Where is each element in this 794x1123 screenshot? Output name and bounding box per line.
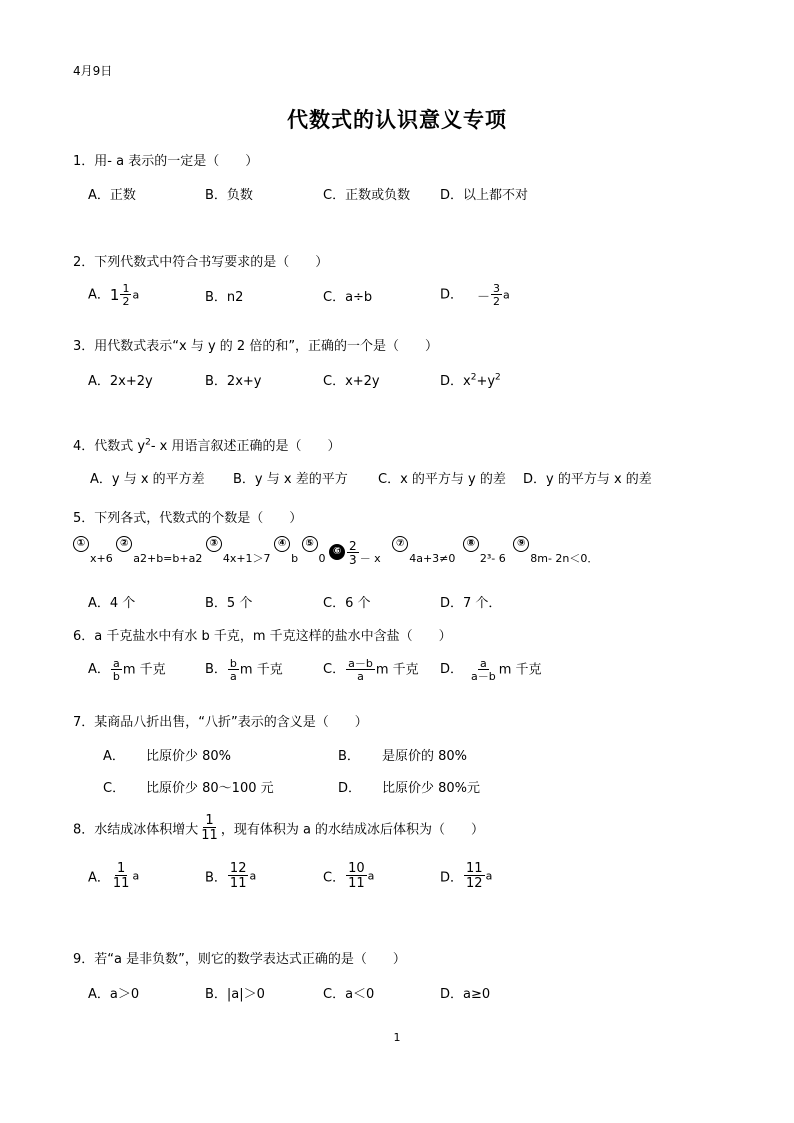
stem-text: ，现有体积为 a 的水结成冰后体积为（ ） bbox=[220, 822, 485, 838]
q7-option-b: 是原价的 80% bbox=[382, 749, 468, 764]
q4-option-b: B．y 与 x 差的平方 bbox=[233, 472, 348, 487]
q8-option-b bbox=[205, 862, 256, 890]
q2-option-d bbox=[440, 283, 510, 307]
date-label: 4月9日 bbox=[73, 64, 113, 78]
variable: a bbox=[503, 288, 510, 302]
question-6-stem: 6．a 千克盐水中有水 b 千克，m 千克这样的盐水中含盐（ ） bbox=[73, 629, 452, 644]
numerator: b bbox=[229, 657, 237, 670]
numerator: a bbox=[113, 657, 120, 670]
numerator: 11 bbox=[466, 861, 483, 876]
fraction bbox=[469, 658, 498, 682]
fraction bbox=[491, 283, 502, 307]
q7-option-c: 比原价少 80～100 元 bbox=[146, 781, 274, 796]
q9-option-c: C．a＜0 bbox=[323, 987, 375, 1002]
q1-option-b: B．负数 bbox=[205, 188, 253, 203]
expression: b bbox=[291, 552, 299, 565]
option-label: A． bbox=[88, 870, 110, 886]
expression: x+6 bbox=[90, 552, 113, 565]
variable: a bbox=[249, 869, 257, 883]
option-label: C． bbox=[323, 662, 346, 677]
denominator: a bbox=[357, 670, 364, 683]
expression: 2³- 6 bbox=[479, 552, 506, 565]
q2-option-c: C．a÷b bbox=[323, 290, 373, 305]
fraction bbox=[464, 862, 485, 890]
fraction bbox=[111, 658, 122, 682]
option-label: D． bbox=[440, 287, 464, 303]
q4-option-a: A．y 与 x 的平方差 bbox=[90, 472, 205, 487]
option-label: C． bbox=[323, 870, 346, 886]
numerator: 3 bbox=[493, 282, 501, 295]
q7-option-a: 比原价少 80% bbox=[146, 749, 232, 764]
q3-option-c: C．x+2y bbox=[323, 374, 380, 389]
denominator: b bbox=[112, 670, 120, 683]
fraction bbox=[347, 540, 359, 566]
q8-option-a bbox=[88, 862, 139, 890]
option-text: +y bbox=[476, 374, 496, 389]
q9-option-a: A．a＞0 bbox=[88, 987, 140, 1002]
denominator: a bbox=[230, 670, 237, 683]
question-7-stem: 7．某商品八折出售，“八折”表示的含义是（ ） bbox=[73, 715, 368, 730]
expression: a2+b=b+a2 bbox=[133, 552, 203, 565]
q2-option-b: B．n2 bbox=[205, 290, 244, 305]
variable: a bbox=[367, 869, 375, 883]
fraction bbox=[111, 862, 132, 890]
numerator: 2 bbox=[349, 539, 357, 553]
stem-text: 4．代数式 y bbox=[73, 439, 146, 454]
question-3-stem: 3．用代数式表示“x 与 y 的 2 倍的和”，正确的一个是（ ） bbox=[73, 339, 439, 354]
denominator: 2 bbox=[122, 295, 130, 308]
fraction bbox=[228, 658, 239, 682]
numerator: 1 bbox=[117, 861, 126, 876]
item-number: ③ bbox=[206, 536, 222, 552]
item-number: ① bbox=[73, 536, 89, 552]
q7-option-d-label: D． bbox=[338, 781, 362, 796]
item-number: ⑦ bbox=[392, 536, 408, 552]
expression: 8m- 2n＜0． bbox=[530, 552, 599, 565]
fraction bbox=[199, 814, 220, 842]
q9-option-d: D．a≥0 bbox=[440, 987, 491, 1002]
numerator: 10 bbox=[348, 861, 365, 876]
option-label: D． bbox=[440, 870, 464, 886]
mixed-whole: 1 bbox=[109, 286, 120, 304]
suffix: m 千克 bbox=[375, 662, 419, 678]
variable: a bbox=[485, 869, 493, 883]
option-label: B． bbox=[205, 870, 227, 886]
fraction bbox=[120, 283, 131, 307]
expression: 0 bbox=[318, 552, 326, 565]
q5-option-c: C．6 个 bbox=[323, 596, 371, 611]
page-number: 1 bbox=[393, 1031, 401, 1044]
q3-option-a: A．2x+2y bbox=[88, 374, 153, 389]
q4-option-d: D．y 的平方与 x 的差 bbox=[523, 472, 652, 487]
question-1-stem: 1．用- a 表示的一定是（ ） bbox=[73, 154, 259, 169]
q5-option-a: A．4 个 bbox=[88, 596, 136, 611]
q5-option-b: B．5 个 bbox=[205, 596, 253, 611]
option-text: D．x bbox=[440, 374, 471, 389]
q5-option-d: D．7 个． bbox=[440, 596, 502, 611]
q8-option-d bbox=[440, 862, 492, 890]
q7-option-b-label: B． bbox=[338, 749, 360, 764]
item-number: ② bbox=[116, 536, 132, 552]
stem-text: - x 用语言叙述正确的是（ ） bbox=[150, 439, 341, 454]
fraction bbox=[346, 658, 375, 682]
q5-expressions bbox=[73, 536, 599, 567]
q7-option-c-label: C． bbox=[103, 781, 126, 796]
question-9-stem: 9．若“a 是非负数”，则它的数学表达式正确的是（ ） bbox=[73, 952, 406, 967]
superscript: 2 bbox=[470, 372, 477, 383]
suffix: m 千克 bbox=[239, 662, 283, 678]
page-title: 代数式的认识意义专项 bbox=[287, 107, 507, 132]
option-label: A． bbox=[88, 662, 110, 677]
question-8-stem bbox=[73, 814, 484, 842]
sign: － bbox=[477, 289, 491, 305]
expression: 4x+1＞7 bbox=[222, 552, 271, 565]
numerator: 12 bbox=[229, 861, 247, 876]
q9-option-b: B．|a|＞0 bbox=[205, 987, 265, 1002]
denominator: 11 bbox=[229, 876, 247, 891]
q3-option-b: B．2x+y bbox=[205, 374, 262, 389]
numerator: a－b bbox=[348, 657, 373, 670]
question-4-stem bbox=[73, 435, 341, 454]
superscript: 2 bbox=[495, 372, 501, 383]
item-number: ⑨ bbox=[513, 536, 529, 552]
suffix: m 千克 bbox=[122, 662, 166, 678]
denominator: 11 bbox=[348, 876, 365, 891]
option-label: B． bbox=[205, 662, 227, 677]
denominator: 11 bbox=[112, 876, 130, 891]
fraction bbox=[228, 862, 249, 890]
q2-option-a bbox=[88, 283, 139, 307]
variable: a bbox=[132, 288, 140, 302]
option-label: D． bbox=[440, 662, 464, 677]
numerator: 1 bbox=[205, 813, 214, 828]
item-number: ⑤ bbox=[302, 536, 318, 552]
q6-option-a bbox=[88, 658, 166, 682]
option-label: A． bbox=[88, 287, 110, 303]
expression: 4a+3≠0 bbox=[409, 552, 456, 565]
q1-option-c: C．正数或负数 bbox=[323, 188, 411, 203]
denominator: 2 bbox=[493, 295, 501, 308]
question-5-stem: 5．下列各式，代数式的个数是（ ） bbox=[73, 511, 303, 526]
variable: a bbox=[132, 869, 140, 883]
suffix: m 千克 bbox=[498, 662, 542, 678]
numerator: 1 bbox=[122, 282, 130, 295]
denominator: 3 bbox=[349, 553, 357, 567]
q8-option-c bbox=[323, 862, 374, 890]
q6-option-d bbox=[440, 658, 542, 682]
item-number: ④ bbox=[274, 536, 290, 552]
denominator: a－b bbox=[471, 670, 496, 683]
q6-option-b bbox=[205, 658, 283, 682]
q3-option-d bbox=[440, 370, 501, 389]
q6-option-c bbox=[323, 658, 419, 682]
numerator: a bbox=[480, 657, 487, 670]
denominator: 12 bbox=[466, 876, 483, 891]
q4-option-c: C．x 的平方与 y 的差 bbox=[378, 472, 506, 487]
item-number: ⑧ bbox=[463, 536, 479, 552]
stem-text: 8．水结成冰体积增大 bbox=[73, 822, 199, 838]
q7-option-d: 比原价少 80%元 bbox=[382, 781, 481, 796]
denominator: 11 bbox=[201, 828, 218, 843]
expression: － x bbox=[359, 552, 381, 565]
fraction bbox=[346, 862, 367, 890]
q7-option-a-label: A． bbox=[103, 749, 125, 764]
item-number: ⑥ bbox=[329, 544, 345, 560]
superscript: 2 bbox=[145, 437, 151, 448]
question-2-stem: 2．下列代数式中符合书写要求的是（ ） bbox=[73, 255, 329, 270]
q1-option-a: A．正数 bbox=[88, 188, 136, 203]
q1-option-d: D．以上都不对 bbox=[440, 188, 529, 203]
